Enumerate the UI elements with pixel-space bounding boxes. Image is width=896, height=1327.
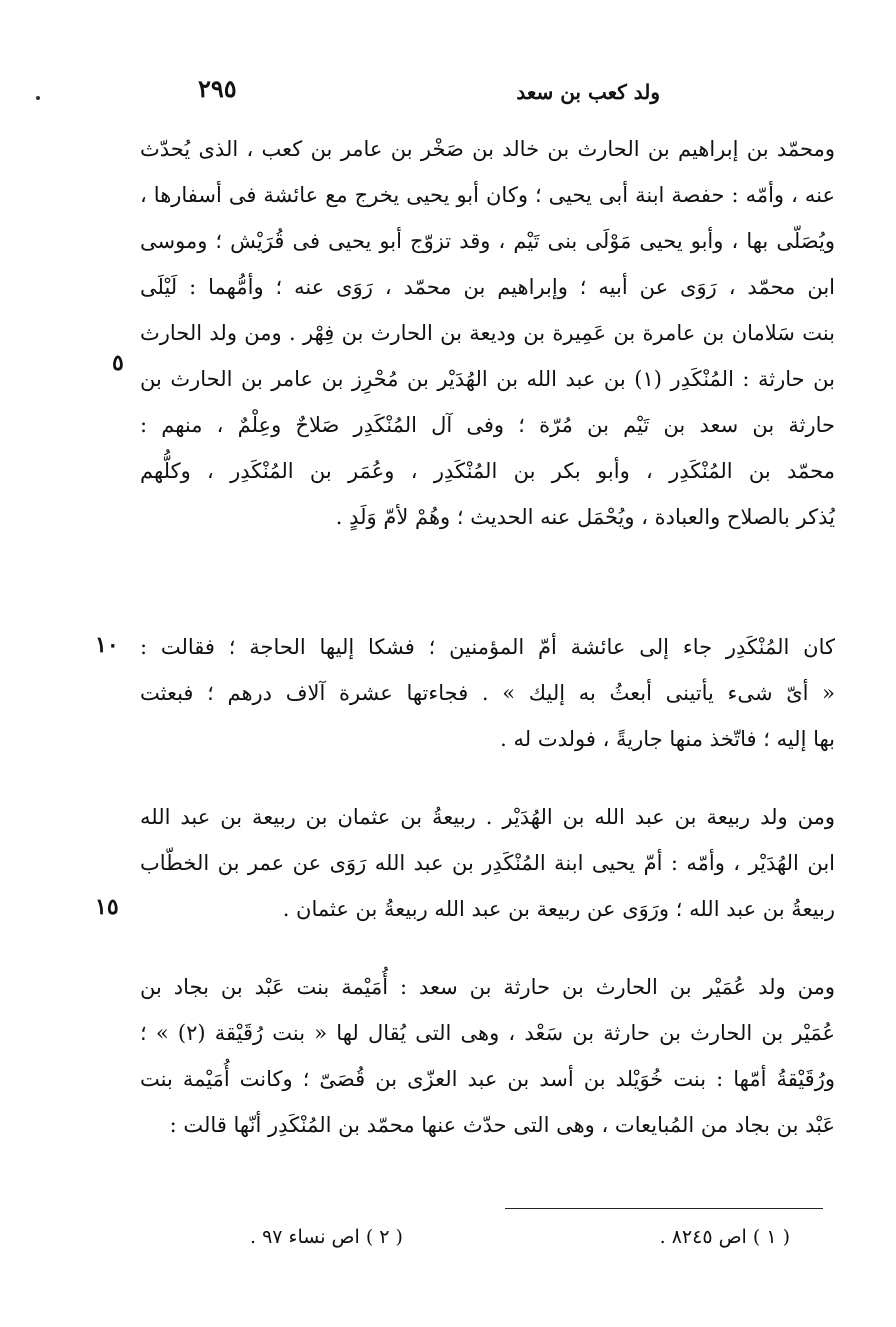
running-title: ولد كعب بن سعد <box>516 80 660 104</box>
footnote-2: ( ٢ ) اص نساء ٩٧ . <box>250 1226 403 1248</box>
text-line: ابن الهُدَيْر ، وأمّه : أمّ يحيى ابنة المُنْكَدِر بن عبد الله رَوَى عن عمر بن الخطّاب <box>140 851 835 875</box>
text-line: كان المُنْكَدِر جاء إلى عائشة أمّ المؤمنين ؛ فشكا إليها الحاجة ؛ فقالت : <box>140 635 835 659</box>
line-number-10: ١٠ <box>95 632 119 658</box>
paragraph-2 <box>140 624 835 762</box>
footnote-rule <box>505 1208 823 1209</box>
text-line: ومن ولد عُمَيْر بن الحارث بن حارثة بن سعد : أُمَيْمة بنت عَبْد بن بجاد بن <box>140 975 835 999</box>
text-line: ويُصَلّى بها ، وأبو يحيى مَوْلَى بنى تَيْم ، وقد تزوّج أبو يحيى فى قُرَيْش ؛ وموسى <box>140 229 835 253</box>
footnote-1: ( ١ ) اص ٨٢٤٥ . <box>659 1226 790 1248</box>
text-line: عُمَيْر بن الحارث بن حارثة بن سَعْد ، وهى التى يُقال لها « بنت رُقَيْقة (٢) » ؛ <box>140 1021 835 1045</box>
text-line: محمّد بن المُنْكَدِر ، وأبو بكر بن المُنْكَدِر ، وعُمَر بن المُنْكَدِر ، وكلُّهم <box>140 459 835 483</box>
text-line: عنه ، وأمّه : حفصة ابنة أبى يحيى ؛ وكان أبو يحيى يخرج مع عائشة فى أسفارها ، <box>140 183 835 207</box>
page-number: ٢٩٥ <box>198 74 237 103</box>
footnotes <box>250 1222 790 1262</box>
text-line: « أىّ شىء يأتينى أبعثُ به إليك » . فجاءتها عشرة آلاف درهم ؛ فبعثت <box>140 681 835 705</box>
text-line: بنت سَلامان بن عامرة بن عَمِيرة بن وديعة بن الحارث بن فِهْر . ومن ولد الحارث <box>140 321 835 345</box>
page-speck <box>36 96 40 100</box>
text-line: ربيعةُ بن عبد الله ؛ ورَوَى عن ربيعة بن عبد الله ربيعةُ بن عثمان . <box>282 897 835 921</box>
text-line: ومحمّد بن إبراهيم بن الحارث بن خالد بن صَخْر بن عامر بن كعب ، الذى يُحدّث <box>140 137 835 161</box>
paragraph-1 <box>140 126 835 540</box>
text-line: حارثة بن سعد بن تَيْم بن مُرّة ؛ وفى آل المُنْكَدِر صَلاحٌ وعِلْمٌ ، منهم : <box>140 413 835 437</box>
text-line: يُذكر بالصلاح والعبادة ، ويُحْمَل عنه الحديث ؛ وهُمْ لأمّ وَلَدٍ . <box>335 505 835 529</box>
text-line: ورُقَيْقةُ أمّها : بنت خُوَيْلد بن أسد بن عبد العزّى بن قُصَىّ ؛ وكانت أُمَيْمة بنت <box>140 1067 835 1091</box>
paragraph-3 <box>140 794 835 932</box>
paragraph-4 <box>140 964 835 1148</box>
line-number-15: ١٥ <box>95 894 119 920</box>
text-line: بن حارثة : المُنْكَدِر (١) بن عبد الله بن الهُدَيْر بن مُحْرِز بن عامر بن الحارث بن <box>140 367 835 391</box>
line-number-5: ٥ <box>112 350 124 376</box>
text-line: عَبْد بن بجاد من المُبايعات ، وهى التى حدّث عنها محمّد بن المُنْكَدِر أنّها قالت : <box>169 1113 835 1137</box>
text-line: ابن محمّد ، رَوَى عن أبيه ؛ وإبراهيم بن محمّد ، رَوَى عنه ؛ وأمُّهما : لَيْلَى <box>140 275 835 299</box>
text-line: بها إليه ؛ فاتّخذ منها جاريةً ، فولدت له . <box>500 727 835 751</box>
text-line: ومن ولد ربيعة بن عبد الله بن الهُدَيْر . ربيعةُ بن عثمان بن ربيعة بن عبد الله <box>140 805 835 829</box>
page-header <box>140 72 830 112</box>
